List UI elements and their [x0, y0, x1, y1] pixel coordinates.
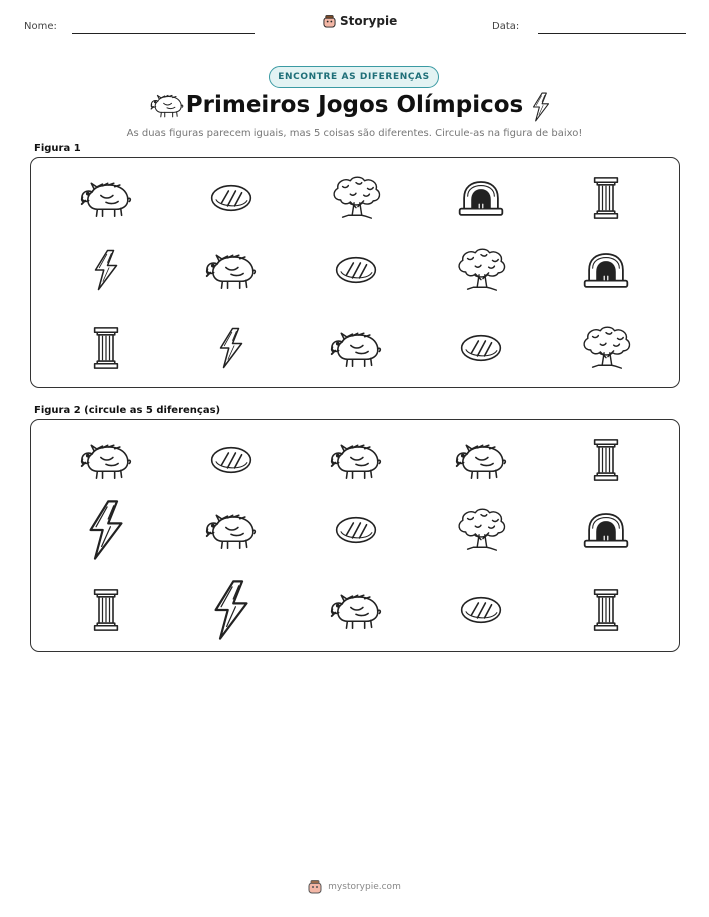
figure1-cell: [431, 158, 531, 238]
oven-icon: [582, 510, 630, 550]
boar-icon: [330, 590, 382, 630]
figure1-cell: [56, 230, 156, 310]
worksheet-type-badge: ENCONTRE AS DIFERENÇAS: [269, 66, 439, 88]
tree-icon: [453, 507, 509, 553]
boar-icon: [205, 510, 257, 550]
column-icon: [592, 175, 620, 221]
figure2-cell[interactable]: [556, 570, 656, 650]
figure1-cell: [556, 308, 656, 388]
boar-icon: [80, 178, 132, 218]
figure2-cell[interactable]: [306, 570, 406, 650]
figure1-cell: [306, 158, 406, 238]
boar-icon: [330, 328, 382, 368]
figure2-cell[interactable]: [181, 490, 281, 570]
figure2-panel[interactable]: [30, 419, 680, 652]
column-icon: [592, 437, 620, 483]
figure2-cell[interactable]: [56, 420, 156, 500]
storypie-logo-icon: [323, 15, 336, 28]
figure1-label: Figura 1: [34, 143, 81, 154]
date-field[interactable]: [538, 33, 686, 34]
figure1-cell: [556, 230, 656, 310]
figure2-cell[interactable]: [181, 420, 281, 500]
figure1-cell: [56, 308, 156, 388]
figure1-cell: [306, 230, 406, 310]
column-icon: [92, 587, 120, 633]
footer: [0, 880, 709, 894]
footer-url: mystorypie.com: [328, 882, 401, 892]
lightning-icon: [530, 92, 552, 122]
figure2-label: Figura 2 (circule as 5 diferenças): [34, 405, 221, 416]
figure2-cell[interactable]: [431, 570, 531, 650]
figure1-cell: [431, 308, 531, 388]
column-icon: [92, 325, 120, 371]
figure1-cell: [181, 308, 281, 388]
tree-icon: [328, 175, 384, 221]
figure1-cell: [306, 308, 406, 388]
boar-icon: [455, 440, 507, 480]
bread-icon: [459, 594, 503, 626]
figure1-cell: [181, 230, 281, 310]
tree-icon: [453, 247, 509, 293]
boar-icon: [330, 440, 382, 480]
figure1-panel: [30, 157, 680, 388]
figure2-cell[interactable]: [431, 420, 531, 500]
column-icon: [592, 587, 620, 633]
lightning-icon: [84, 498, 128, 562]
bread-icon: [334, 254, 378, 286]
oven-icon: [582, 250, 630, 290]
tree-icon: [578, 325, 634, 371]
instructions: As duas figuras parecem iguais, mas 5 coisas são diferentes. Circule-as na figura de baixo!: [126, 128, 583, 139]
bread-icon: [459, 332, 503, 364]
boar-icon: [205, 250, 257, 290]
figure2-cell[interactable]: [431, 490, 531, 570]
figure2-cell[interactable]: [56, 570, 156, 650]
brand-logo: [323, 14, 397, 28]
lightning-icon: [91, 247, 121, 293]
name-field[interactable]: [72, 33, 255, 34]
figure1-cell: [56, 158, 156, 238]
date-label: Data:: [492, 21, 520, 32]
oven-icon: [457, 178, 505, 218]
figure2-cell[interactable]: [556, 490, 656, 570]
boar-icon: [80, 440, 132, 480]
figure1-cell: [181, 158, 281, 238]
figure1-cell: [431, 230, 531, 310]
figure2-cell[interactable]: [556, 420, 656, 500]
figure2-cell[interactable]: [56, 490, 156, 570]
figure2-cell[interactable]: [306, 420, 406, 500]
page-title: Primeiros Jogos Olímpicos: [185, 92, 524, 118]
bread-icon: [209, 444, 253, 476]
figure2-cell[interactable]: [306, 490, 406, 570]
lightning-icon: [209, 578, 253, 642]
brand-name: Storypie: [340, 14, 398, 28]
figure1-cell: [556, 158, 656, 238]
lightning-icon: [216, 325, 246, 371]
bread-icon: [209, 182, 253, 214]
storypie-footer-icon: [308, 880, 322, 894]
name-label: Nome:: [24, 21, 57, 32]
bread-icon: [334, 514, 378, 546]
figure2-cell[interactable]: [181, 570, 281, 650]
